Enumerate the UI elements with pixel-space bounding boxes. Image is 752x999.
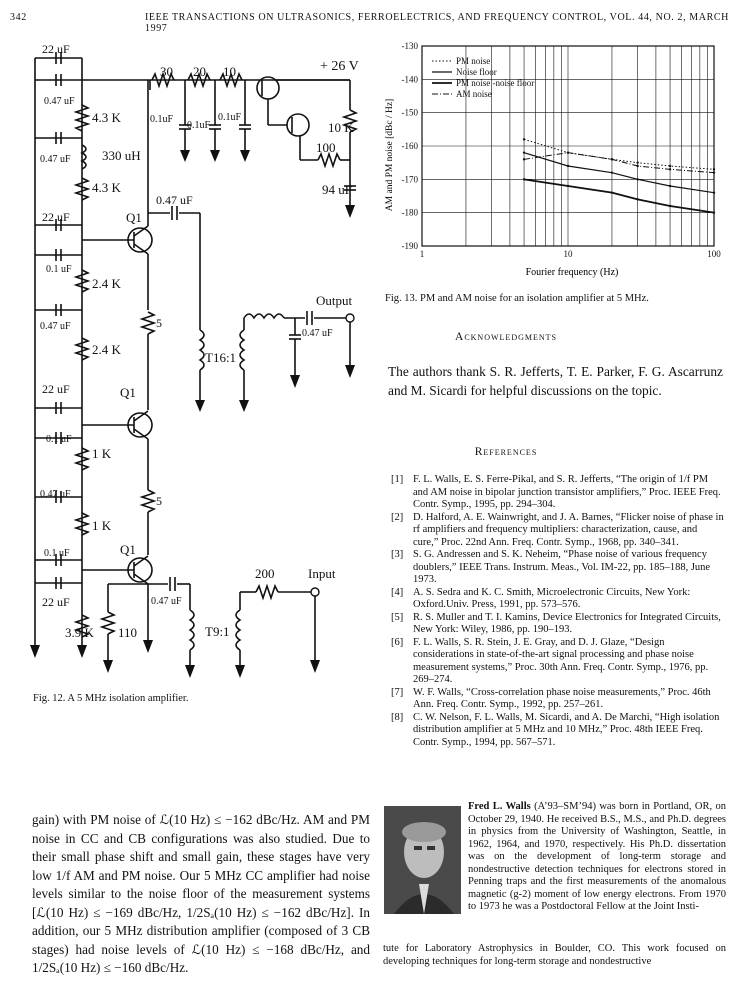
label-01uf-top-1: 0.1uF	[150, 114, 174, 125]
label-047uf-4: 0.47 uF	[40, 489, 71, 500]
label-01uf-3: 0.1 uF	[44, 548, 70, 559]
label-input: Input	[308, 566, 336, 581]
references-list	[391, 474, 725, 749]
author-bio-text: (A’93–SM’94) was born in Portland, OR, on October 29, 1940. He received B.S., M.S., and Ph.D. degrees in physics from the University of Washington, Seattle, in 1962, 1964, and 1970, respectively. His Ph.D. dissertation was on the development of long-term storage and nondestructive detection techniques for electrons stored in Penning traps and the first measurements of the anomalous magnetic (g-2) moment of low energy electrons. From 1970 to 1973 he was a Postdoctoral Fellow at the Joint Insti-	[468, 801, 727, 912]
author-bio	[468, 801, 726, 914]
label-330uh: 330 uH	[102, 148, 141, 163]
label-26v: + 26 V	[320, 59, 359, 74]
reference-text: F. L. Walls, S. R. Stein, J. E. Gray, and D. J. Glaze, “Design considerations in state-of-the-art signal processing and phase noise measurement systems,” Proc. 30th Ann. Freq. Contr. Symp., 1976, pp. 269–274.	[413, 636, 709, 685]
reference-text: D. Halford, A. E. Wainwright, and J. A. Barnes, “Flicker noise of phase in rf amplifiers and frequency multipliers: characterization, cause, and cure,” Proc. 22nd Ann. Freq. Contr. Symp., 1968, pp. 340–341.	[413, 511, 724, 548]
series-point	[669, 165, 671, 167]
reference-text: A. S. Sedra and K. C. Smith, Microelectronic Circuits, New York: Oxford.Univ. Press, 1991, pp. 573–576.	[413, 586, 691, 610]
author-name: Fred L. Walls	[468, 801, 531, 812]
fig13-ylabel: AM and PM noise [dBc / Hz]	[385, 98, 395, 212]
reference-item	[391, 612, 725, 637]
label-output: Output	[316, 293, 353, 308]
reference-item	[391, 712, 725, 750]
series-line	[524, 153, 714, 193]
fig13-caption: Fig. 13. PM and AM noise for an isolation amplifier at 5 MHz.	[385, 293, 649, 304]
label-q1-1: Q1	[126, 210, 142, 225]
label-047uf-out: 0.47 uF	[302, 328, 333, 339]
reference-number: [7]	[391, 686, 404, 698]
y-tick-label: -130	[401, 41, 418, 51]
label-24k-1: 2.4 K	[92, 276, 121, 291]
reference-number: [8]	[391, 711, 404, 723]
x-tick-label: 1	[419, 249, 425, 259]
label-1k-1: 1 K	[92, 446, 112, 461]
label-01uf-2: 0.1 uF	[46, 434, 72, 445]
fig13-noise-chart	[380, 40, 725, 285]
series-line	[524, 139, 714, 169]
reference-text: R. S. Muller and T. I. Kamins, Device Electronics for Integrated Circuits, New York: Wiley, 1986, pp. 190–193.	[413, 611, 721, 635]
label-22uf-4: 22 uF	[42, 595, 70, 609]
series-point	[567, 165, 569, 167]
label-q1-2: Q1	[120, 385, 136, 400]
series-point	[567, 185, 569, 187]
label-100ohm: 100	[316, 140, 336, 155]
series-point	[523, 158, 525, 160]
references-heading: References	[474, 446, 538, 458]
running-title: IEEE TRANSACTIONS ON ULTRASONICS, FERROELECTRICS, AND FREQUENCY CONTROL, VOL. 44, NO. 2, MARCH 1997	[145, 12, 729, 34]
y-tick-label: -190	[401, 241, 418, 251]
reference-item	[391, 587, 725, 612]
page-number: 342	[10, 12, 27, 23]
acknowledgments-text: The authors thank S. R. Jefferts, T. E. Parker, F. G. Ascarrunz and M. Sicardi for helpful discussions on the topic.	[388, 364, 723, 398]
label-22uf-3: 22 uF	[42, 382, 70, 396]
fig13-xlabel: Fourier frequency (Hz)	[525, 267, 619, 278]
series-point	[611, 158, 613, 160]
series-point	[713, 191, 715, 193]
series-point	[669, 185, 671, 187]
label-110ohm: 110	[118, 625, 138, 640]
reference-text: W. F. Walls, “Cross-correlation phase noise measurements,” Proc. 46th Ann. Freq. Contr. Symp., 1992, pp. 257–261.	[413, 686, 711, 710]
series-point	[636, 161, 638, 163]
reference-item	[391, 637, 725, 687]
x-tick-label: 10	[563, 249, 573, 259]
author-bio-continuation: tute for Laboratory Astrophysics in Boulder, CO. This work focused on developing techniques for long-term storage and nondestructive	[383, 943, 726, 967]
reference-number: [5]	[391, 611, 404, 623]
series-point	[611, 171, 613, 173]
fig12-circuit-diagram	[0, 30, 380, 690]
author-photo	[384, 806, 461, 914]
label-01uf-top-3: 0.1uF	[218, 112, 242, 123]
series-point	[611, 191, 613, 193]
label-t9: T9:1	[205, 624, 230, 639]
y-tick-label: -180	[401, 207, 418, 218]
reference-text: C. W. Nelson, F. L. Walls, M. Sicardi, and A. De Marchi, “High isolation distribution amplifier at 5 MHz and 10 MHz,” Proc. 48th IEEE Freq. Contr. Symp., 1994, pp. 567–571.	[413, 711, 720, 748]
label-39k: 3.9 K	[65, 625, 94, 640]
y-tick-label: -170	[401, 174, 418, 185]
label-24k-2: 2.4 K	[92, 342, 121, 357]
y-tick-label: -160	[401, 141, 418, 151]
series-point	[669, 168, 671, 170]
reference-number: [3]	[391, 549, 404, 560]
reference-item	[391, 549, 725, 587]
acknowledgments-heading: Acknowledgments	[455, 331, 557, 343]
legend-label: PM noise	[456, 56, 491, 66]
series-point	[636, 165, 638, 167]
label-5ohm-2: 5	[156, 494, 162, 508]
series-line	[524, 153, 714, 173]
series-point	[636, 178, 638, 180]
legend-label: Noise floor	[456, 67, 497, 77]
reference-item	[391, 474, 725, 512]
body-text-left: gain) with PM noise of ℒ(10 Hz) ≤ −162 dBc/Hz. AM and PM noise in CC and CB configurations was also studied. Due to their small phase shift and small gain, these stages have very low 1/f AM and PM noise. Our 5 MHz CC amplifier had noise levels similar to the noise floor of the measurement systems [ℒ(10 Hz) ≤ −169 dBc/Hz, 1/2Sₐ(10 Hz) ≤ −162 dBc/Hz]. In addition, our 5 MHz distribution amplifier (composed of 3 CB stages) had noise levels of ℒ(10 Hz) ≤ −168 dBc/Hz, and 1/2Sₐ(10 Hz) ≤ −160 dBc/Hz.	[32, 812, 370, 975]
series-point	[567, 151, 569, 153]
series-point	[636, 198, 638, 200]
label-10k: 10 K	[328, 120, 354, 135]
reference-item	[391, 687, 725, 712]
label-q1-3: Q1	[120, 542, 136, 557]
series-point	[713, 168, 715, 170]
series-point	[523, 138, 525, 140]
series-point	[669, 205, 671, 207]
y-tick-label: -150	[401, 107, 418, 118]
series-point	[713, 211, 715, 213]
label-94uf: 94 uF	[322, 182, 352, 197]
reference-text: F. L. Walls, E. S. Ferre-Pikal, and S. R. Jefferts, “The origin of 1/f PM and AM noise in bipolar junction transistor amplifiers,” Proc. IEEE Freq. Contr. Symp., 1995, pp. 294–304.	[413, 474, 721, 510]
label-047uf-2: 0.47 uF	[40, 154, 71, 165]
series-point	[713, 171, 715, 173]
reference-number: [6]	[391, 636, 404, 648]
series-point	[523, 178, 525, 180]
label-22uf-1: 22 uF	[42, 42, 70, 56]
label-047uf-coupling: 0.47 uF	[156, 193, 193, 207]
legend-label: AM noise	[456, 89, 492, 99]
series-point	[523, 151, 525, 153]
label-43k-1: 4.3 K	[92, 110, 121, 125]
label-22uf-2: 22 uF	[42, 210, 70, 224]
y-tick-label: -140	[401, 74, 418, 85]
reference-number: [2]	[391, 511, 404, 523]
reference-number: [1]	[391, 474, 404, 485]
label-01uf-1: 0.1 uF	[46, 264, 72, 275]
series-line	[524, 179, 714, 212]
label-43k-2: 4.3 K	[92, 180, 121, 195]
x-tick-label: 100	[707, 249, 721, 259]
reference-item	[391, 512, 725, 550]
label-1k-2: 1 K	[92, 518, 112, 533]
label-047uf-3: 0.47 uF	[40, 321, 71, 332]
label-10ohm: 10	[223, 64, 236, 79]
reference-text: S. G. Andressen and S. K. Neheim, “Phase noise of various frequency doublers,” IEEE Trans. Instrum. Meas., Vol. IM-22, pp. 185–188, June 1973.	[413, 549, 711, 585]
legend-label: PM noise -noise floor	[456, 78, 535, 88]
label-01uf-top-2: 0.1uF	[187, 120, 211, 131]
label-5ohm-1: 5	[156, 316, 162, 330]
label-t16: T16:1	[205, 350, 237, 365]
label-047uf-5: 0.47 uF	[151, 596, 182, 607]
label-30ohm: 30	[160, 64, 173, 79]
reference-number: [4]	[391, 586, 404, 598]
label-20ohm: 20	[193, 64, 206, 79]
label-200ohm: 200	[255, 566, 275, 581]
label-047uf-1: 0.47 uF	[44, 96, 75, 107]
fig12-caption: Fig. 12. A 5 MHz isolation amplifier.	[33, 693, 189, 704]
running-header	[0, 12, 752, 34]
